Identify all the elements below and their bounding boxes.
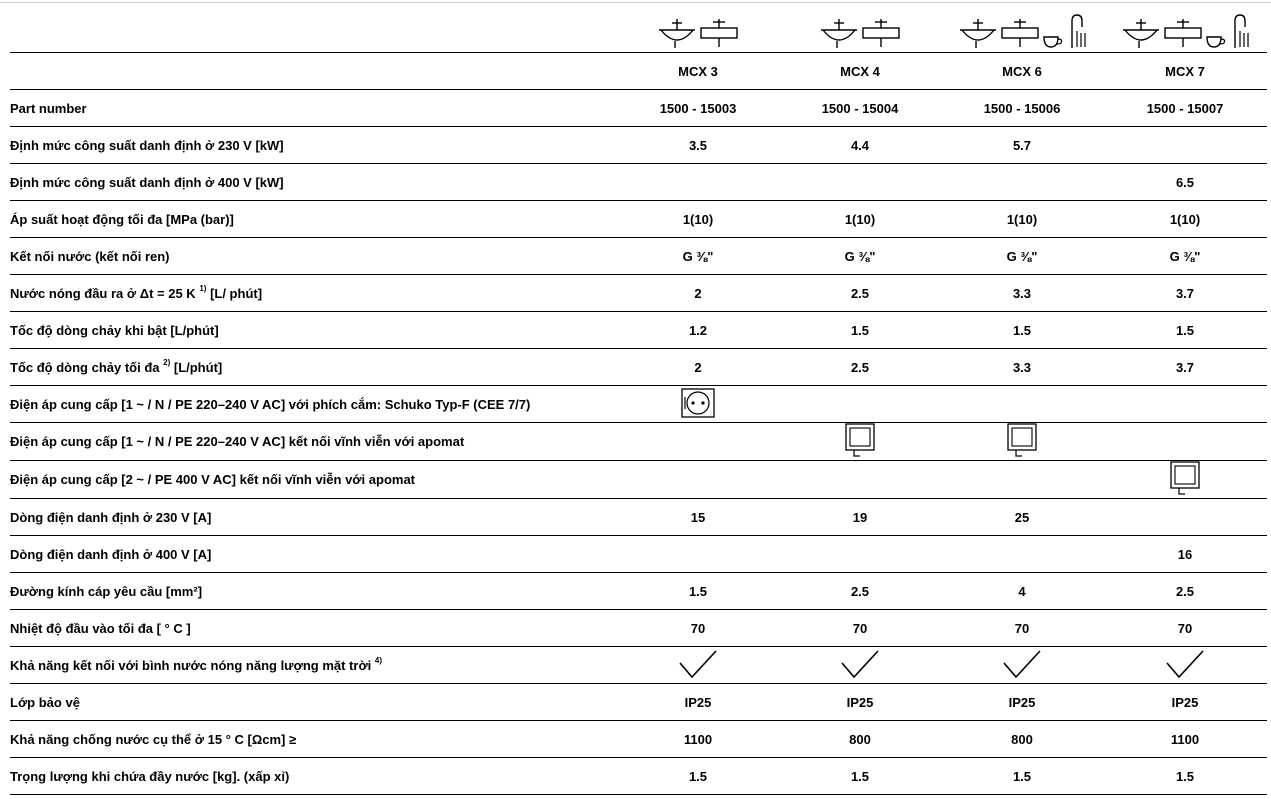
usage-icons-mcx4 [779,13,941,53]
spec-row [10,90,1267,127]
spec-value: 1.5 [617,573,779,610]
spec-value: 800 [941,721,1103,758]
spec-label [10,349,617,386]
spec-label-text: Nhiệt độ đầu vào tối đa [ ° C ] [10,620,191,636]
spec-label-text: Định mức công suất danh định ở 230 V [kW] [10,137,284,153]
spec-label [10,386,617,423]
spec-label-suffix: [L/ phút] [206,285,263,301]
spec-label [10,238,617,275]
spec-value: G ⅜" [617,238,779,275]
spec-value: 3.7 [1103,349,1267,386]
junction-box-icon [844,423,876,460]
usage-icon-group [1103,13,1267,52]
spec-label-text: Khả năng kết nối với bình nước nóng năng lượng mặt trời [10,657,372,673]
spec-value: 70 [779,610,941,647]
usage-icons-row [10,13,1267,53]
footnote-marker: 2) [163,357,171,367]
spec-value [941,386,1103,423]
spec-label-text: Nước nóng đầu ra ở Δt = 25 K [10,285,196,301]
spec-label-text: Định mức công suất danh định ở 400 V [kW] [10,174,284,190]
spec-value: 70 [941,610,1103,647]
spec-value [941,647,1103,684]
spec-label-text: Khả năng chống nước cụ thể ở 15 ° C [Ωcm] ≥ [10,731,297,747]
spec-value [1103,423,1267,461]
spec-value: 800 [779,721,941,758]
spec-value [617,536,779,573]
spec-value [1103,499,1267,536]
spec-row [10,312,1267,349]
spec-row [10,238,1267,275]
spec-row [10,201,1267,238]
spec-value [779,647,941,684]
spec-value: 3.3 [941,349,1103,386]
spec-value [779,461,941,499]
spec-value: 70 [1103,610,1267,647]
spec-value [617,461,779,499]
spec-row [10,461,1267,499]
spec-row [10,684,1267,721]
spec-value [941,164,1103,201]
spec-label-text: Điện áp cung cấp [1 ~ / N / PE 220–240 V AC] kết nối vĩnh viễn với apomat [10,434,465,449]
junction-box-icon [1006,423,1038,460]
top-border [0,2,1271,3]
spec-value [1103,127,1267,164]
sink-icon [861,17,901,52]
model-name: MCX 6 [941,53,1103,90]
checkmark-icon [1002,649,1042,682]
spec-value: 5.7 [941,127,1103,164]
spec-label [10,461,617,499]
spec-label [10,536,617,573]
spec-value: 1(10) [941,201,1103,238]
spec-value: 1.5 [617,758,779,795]
spec-label [10,275,617,312]
spec-value: 4.4 [779,127,941,164]
spec-row [10,423,1267,461]
spec-row [10,647,1267,684]
model-name: MCX 3 [617,53,779,90]
spec-value: 1500 - 15007 [1103,90,1267,127]
spec-label [10,127,617,164]
spec-label [10,721,617,758]
spec-value: 1.5 [941,312,1103,349]
spec-label [10,499,617,536]
shower-icon [1229,13,1249,52]
spec-value [617,647,779,684]
spec-value [1103,461,1267,499]
junction-box-icon [1169,461,1201,498]
spec-label [10,573,617,610]
spec-value: 1100 [617,721,779,758]
spec-value: IP25 [617,684,779,721]
spec-label [10,312,617,349]
spec-value: 6.5 [1103,164,1267,201]
spec-value: 1(10) [1103,201,1267,238]
spec-row [10,499,1267,536]
spec-value: 3.3 [941,275,1103,312]
spec-value: 2.5 [779,349,941,386]
spec-value: 1.5 [1103,758,1267,795]
spec-label-text: Dòng điện danh định ở 400 V [A] [10,546,212,562]
spec-value: 2 [617,349,779,386]
spec-value: 16 [1103,536,1267,573]
spec-value: 1100 [1103,721,1267,758]
spec-value: 1.5 [779,312,941,349]
spec-label [10,90,617,127]
usage-icon-group [779,17,941,52]
spec-row [10,573,1267,610]
spec-label-text: Dòng điện danh định ở 230 V [A] [10,509,212,525]
spec-row [10,758,1267,795]
spec-value: 15 [617,499,779,536]
spec-label-text: Điện áp cung cấp [1 ~ / N / PE 220–240 V AC] với phích cắm: Schuko Typ-F (CEE 7/7) [10,396,531,412]
footnote-marker: 4) [374,655,383,665]
spec-value: 1(10) [779,201,941,238]
washbasin-icon [1121,17,1161,52]
sink-icon [1000,17,1040,52]
spec-value: 19 [779,499,941,536]
checkmark-icon [840,649,880,682]
spec-value: 1500 - 15003 [617,90,779,127]
spec-label-suffix: [L/phút] [170,359,223,375]
spec-value [941,423,1103,461]
usage-icons-mcx7 [1103,13,1267,53]
shower-icon [1066,13,1086,52]
spec-label-text: Áp suất hoạt động tối đa [MPa (bar)] [10,211,234,227]
spec-value [779,423,941,461]
spec-value: IP25 [1103,684,1267,721]
spec-row [10,721,1267,758]
spec-value [779,386,941,423]
washbasin-icon [958,17,998,52]
usage-icon-group [941,13,1103,52]
socket-icon [681,388,715,421]
spec-value: 2 [617,275,779,312]
footnote-marker: 1) [199,283,207,293]
spec-row [10,610,1267,647]
spec-row [10,275,1267,312]
spec-value: 1.5 [779,758,941,795]
spec-label [10,684,617,721]
spec-value: 1(10) [617,201,779,238]
sink-icon [699,17,739,52]
spec-value: G ⅜" [941,238,1103,275]
spec-value: 3.5 [617,127,779,164]
spec-label-text: Đường kính cáp yêu cầu [mm²] [10,583,203,599]
spec-value: 2.5 [779,275,941,312]
spec-label [10,201,617,238]
spec-row [10,127,1267,164]
checkmark-icon [678,649,718,682]
washbasin-icon [657,17,697,52]
spec-value: 1.2 [617,312,779,349]
spec-label [10,758,617,795]
spec-value: 2.5 [779,573,941,610]
spec-value: G ⅜" [1103,238,1267,275]
spec-value [617,423,779,461]
spec-value: 1.5 [1103,312,1267,349]
spec-value [779,164,941,201]
spec-value: 1.5 [941,758,1103,795]
spec-label-text: Lớp bảo vệ [10,694,80,710]
washbasin-icon [819,17,859,52]
spec-label-text: Part number [10,100,87,116]
spec-value: IP25 [941,684,1103,721]
cup-icon [1042,17,1064,52]
usage-icon-group [617,17,779,52]
spec-label [10,423,617,461]
spec-label-text: Trọng lượng khi chứa đầy nước [kg]. (xấp xỉ) [10,768,290,784]
model-header-label [10,53,617,90]
spec-value [779,536,941,573]
spec-row [10,164,1267,201]
usage-icons-mcx6 [941,13,1103,53]
spec-row [10,349,1267,386]
spec-value: 1500 - 15004 [779,90,941,127]
model-name: MCX 4 [779,53,941,90]
spec-row [10,536,1267,573]
spec-value: 70 [617,610,779,647]
cup-icon [1205,17,1227,52]
icons-row-label [10,13,617,53]
checkmark-icon [1165,649,1205,682]
spec-value: G ⅜" [779,238,941,275]
spec-value: 1500 - 15006 [941,90,1103,127]
spec-table [10,13,1267,795]
spec-label-text: Tốc độ dòng chảy tối đa [10,359,160,375]
model-header-row [10,53,1267,90]
spec-value [617,386,779,423]
spec-value: 4 [941,573,1103,610]
spec-label [10,610,617,647]
spec-label [10,647,617,684]
spec-value: IP25 [779,684,941,721]
spec-value [941,461,1103,499]
spec-label-text: Tốc độ dòng chảy khi bật [L/phút] [10,322,219,338]
spec-value: 3.7 [1103,275,1267,312]
spec-label-text: Điện áp cung cấp [2 ~ / PE 400 V AC] kết nối vĩnh viễn với apomat [10,472,416,487]
spec-value [1103,647,1267,684]
sink-icon [1163,17,1203,52]
spec-label-text: Kết nối nước (kết nối ren) [10,248,170,264]
spec-value [1103,386,1267,423]
spec-value: 25 [941,499,1103,536]
spec-label [10,164,617,201]
spec-value [941,536,1103,573]
spec-value: 2.5 [1103,573,1267,610]
spec-row [10,386,1267,423]
model-name: MCX 7 [1103,53,1267,90]
usage-icons-mcx3 [617,13,779,53]
spec-value [617,164,779,201]
